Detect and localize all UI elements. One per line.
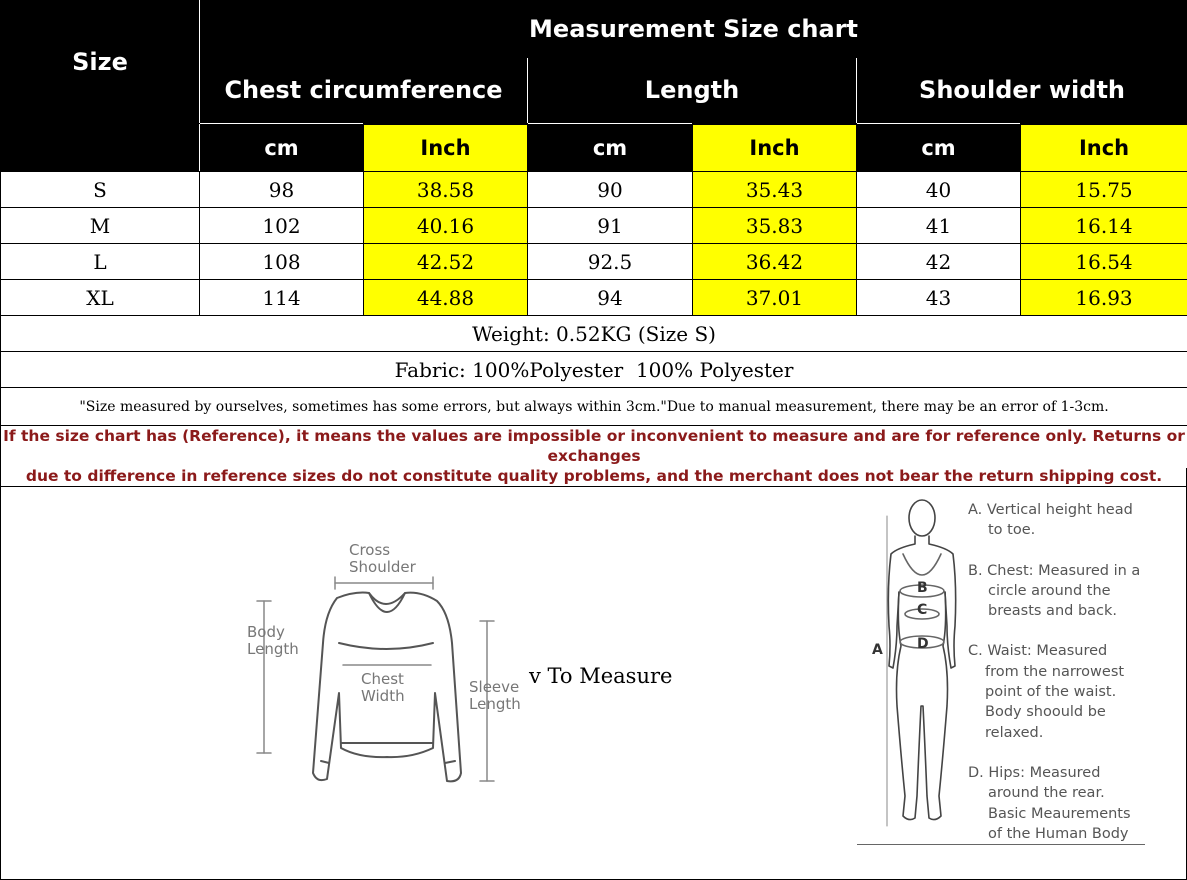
size-header-blank — [1, 124, 200, 172]
size-header: Size — [1, 1, 200, 124]
legend-item-a: A. Vertical height head to toe. — [968, 502, 1133, 539]
length-cm-cell: 94 — [528, 280, 693, 316]
shoulder-cm-cell: 42 — [857, 244, 1021, 280]
group-shoulder: Shoulder width — [857, 58, 1187, 124]
group-chest: Chest circumference — [200, 58, 528, 124]
unit-cm: cm — [200, 124, 364, 172]
measurement-note: "Size measured by ourselves, sometimes has some errors, but always within 3cm."Due to manual measurement, there may be an error of 1-3cm. — [1, 388, 1187, 426]
unit-cm: cm — [528, 124, 693, 172]
length-inch-cell: 35.83 — [693, 208, 857, 244]
fabric-info: Fabric: 100%Polyester 100% Polyester — [1, 352, 1187, 388]
legend-item-d: D. Hips: Measured around the rear. Basic Meaurements of the Human Body — [968, 764, 1131, 842]
measure-guide — [0, 468, 1187, 880]
length-inch-cell: 36.42 — [693, 244, 857, 280]
group-length: Length — [528, 58, 857, 124]
shoulder-inch-cell: 16.93 — [1021, 280, 1187, 316]
unit-inch: Inch — [364, 124, 528, 172]
length-cm-cell: 92.5 — [528, 244, 693, 280]
figure-letter-c: C — [917, 602, 928, 618]
sleeve-length-label: Sleeve Length — [469, 678, 521, 713]
body-length-label: Body Length — [247, 623, 299, 658]
size-cell: XL — [1, 280, 200, 316]
unit-inch: Inch — [693, 124, 857, 172]
size-cell: L — [1, 244, 200, 280]
figure-letter-b: B — [917, 580, 928, 596]
legend-item-c: C. Waist: Measured from the narrowest point of the waist. Body shoould be relaxed. — [968, 643, 1125, 741]
shoulder-inch-cell: 16.14 — [1021, 208, 1187, 244]
chest-cm-cell: 102 — [200, 208, 364, 244]
shoulder-inch-cell: 15.75 — [1021, 172, 1187, 208]
chest-inch-cell: 38.58 — [364, 172, 528, 208]
size-cell: M — [1, 208, 200, 244]
table-row — [1, 244, 1187, 280]
chest-inch-cell: 44.88 — [364, 280, 528, 316]
cross-shoulder-label: Cross Shoulder — [349, 541, 416, 576]
measurement-legend — [968, 500, 1168, 864]
figure-letter-a: A — [872, 642, 883, 658]
unit-inch: Inch — [1021, 124, 1187, 172]
shoulder-cm-cell: 40 — [857, 172, 1021, 208]
chest-width-label: Chest Width — [361, 670, 405, 705]
unit-cm: cm — [857, 124, 1021, 172]
shoulder-cm-cell: 41 — [857, 208, 1021, 244]
length-inch-cell: 37.01 — [693, 280, 857, 316]
legend-item-b: B. Chest: Measured in a circle around the breasts and back. — [968, 562, 1141, 620]
how-to-measure-title: v To Measure — [529, 664, 673, 688]
table-row — [1, 280, 1187, 316]
chest-inch-cell: 42.52 — [364, 244, 528, 280]
chest-inch-cell: 40.16 — [364, 208, 528, 244]
warning-line: If the size chart has (Reference), it means the values are impossible or inconvenient to measure and are for reference only. Returns or exchanges — [3, 427, 1185, 465]
table-row — [1, 208, 1187, 244]
size-cell: S — [1, 172, 200, 208]
shoulder-inch-cell: 16.54 — [1021, 244, 1187, 280]
length-inch-cell: 35.43 — [693, 172, 857, 208]
table-row — [1, 172, 1187, 208]
chest-cm-cell: 98 — [200, 172, 364, 208]
body-figure — [867, 496, 977, 846]
chest-cm-cell: 108 — [200, 244, 364, 280]
warning-line: due to difference in reference sizes do not constitute quality problems, and the merchant does not bear the return shipping cost. — [25, 467, 1163, 485]
length-cm-cell: 91 — [528, 208, 693, 244]
length-cm-cell: 90 — [528, 172, 693, 208]
shoulder-cm-cell: 43 — [857, 280, 1021, 316]
figure-letter-d: D — [917, 636, 929, 652]
chart-title: Measurement Size chart — [200, 1, 1187, 58]
chest-cm-cell: 114 — [200, 280, 364, 316]
weight-info: Weight: 0.52KG (Size S) — [1, 316, 1187, 352]
